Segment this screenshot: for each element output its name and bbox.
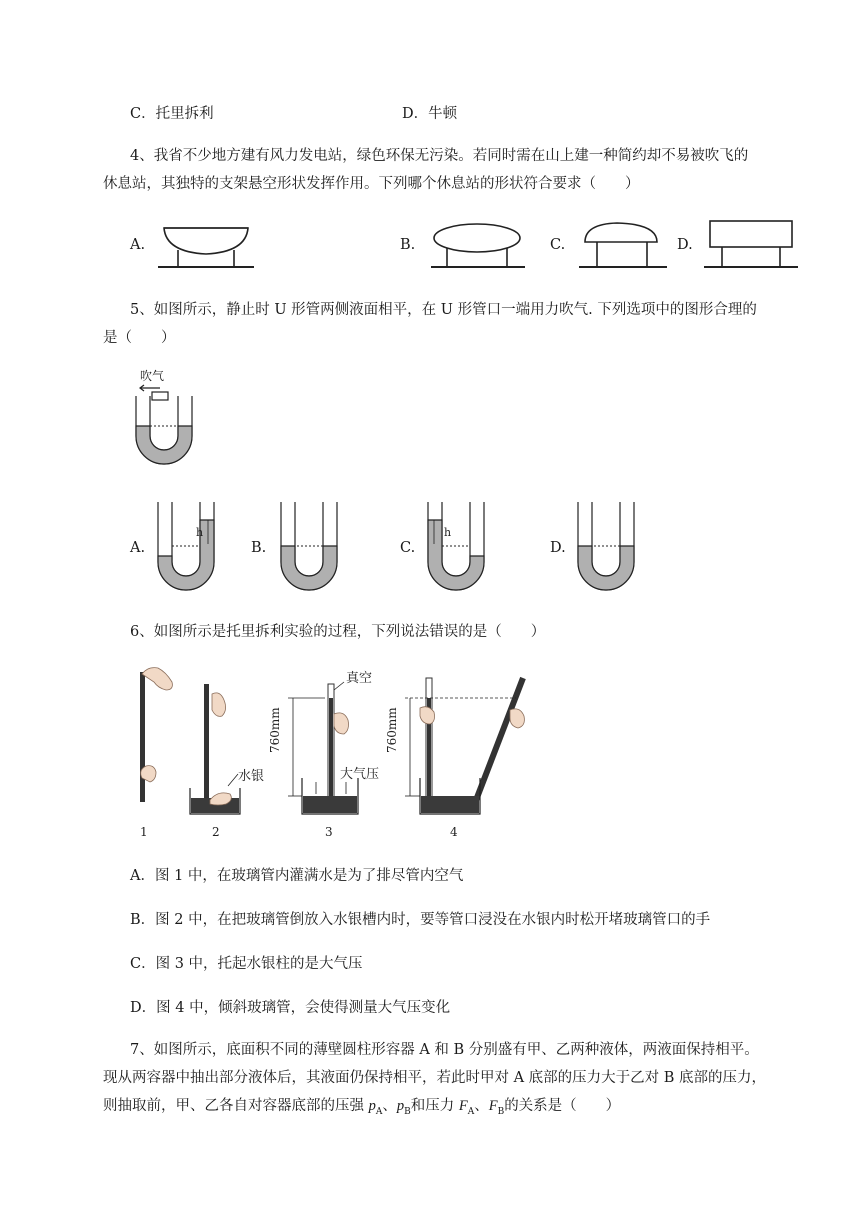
q5-option-b-u-tube — [273, 500, 348, 600]
q7-line3-part-b: 和压力 — [410, 1098, 459, 1114]
q7-p-b: p — [396, 1098, 405, 1114]
q6-option-c: C．图 3 中，托起水银柱的是大气压 — [130, 956, 363, 972]
q5-option-a-u-tube — [150, 500, 225, 600]
q6-fig-num-3: 3 — [325, 825, 333, 839]
q4-label-c: C. — [550, 237, 566, 253]
q5-label-c: C. — [400, 540, 416, 556]
q3-option-d: D．牛顿 — [402, 106, 458, 122]
q5-c-h: h — [444, 526, 452, 539]
q7-f-sub-a: A — [467, 1106, 475, 1117]
q6-label-760mm-a: 760mm — [268, 707, 282, 753]
q6-stem: 6、如图所示是托里拆利实验的过程，下列说法错误的是（ ） — [130, 624, 546, 640]
q5-label-b: B. — [251, 540, 267, 556]
q6-label-vacuum: 真空 — [346, 671, 373, 686]
q3-option-c: C．托里拆利 — [130, 106, 214, 122]
q4-figure-d — [700, 218, 805, 275]
q5-blow-label: 吹气 — [140, 369, 165, 383]
q7-line1: 7、如图所示，底面积不同的薄壁圆柱形容器 A 和 B 分别盛有甲、乙两种液体，两液面保持相平。 — [130, 1042, 759, 1058]
q7-sep2: 、 — [474, 1098, 489, 1114]
q5-label-d: D. — [550, 540, 566, 556]
q7-f-b: F — [488, 1098, 498, 1114]
q4-label-b: B. — [400, 237, 416, 253]
q6-fig-num-2: 2 — [212, 825, 220, 839]
q7-f-a: F — [458, 1098, 468, 1114]
q5-label-a: A. — [130, 540, 146, 556]
q4-figure-b — [425, 218, 535, 275]
q6-option-d: D．图 4 中，倾斜玻璃管，会使得测量大气压变化 — [130, 1000, 451, 1016]
q7-sep1: 、 — [382, 1098, 397, 1114]
q5-option-d-u-tube — [570, 500, 645, 600]
q6-fig-num-1: 1 — [140, 825, 148, 839]
q4-label-a: A. — [130, 237, 146, 253]
q4-figure-a — [150, 220, 260, 275]
q5-stem-line2: 是（ ） — [103, 330, 176, 346]
q4-figure-c — [575, 218, 675, 275]
q5-option-c-u-tube — [420, 500, 495, 600]
q5-a-h: h — [196, 526, 204, 539]
q7-p-sub-a: A — [375, 1106, 383, 1117]
q7-p-sub-b: B — [404, 1106, 411, 1117]
q7-f-sub-b: B — [497, 1106, 505, 1117]
q6-option-b: B．图 2 中，在把玻璃管倒放入水银槽内时，要等管口浸没在水银内时松开堵玻璃管口的手 — [130, 912, 711, 928]
q6-option-a: A．图 1 中，在玻璃管内灌满水是为了排尽管内空气 — [130, 868, 464, 884]
q6-torricelli-figure — [120, 660, 550, 845]
q6-fig-num-4: 4 — [450, 825, 458, 839]
q4-stem-line2: 休息站，其独特的支架悬空形状发挥作用。下列哪个休息站的形状符合要求（ ） — [103, 176, 640, 192]
q5-stem-line1: 5、如图所示，静止时 U 形管两侧液面相平，在 U 形管口一端用力吹气. 下列选项中的图形合理的 — [130, 302, 757, 318]
q6-label-mercury: 水银 — [238, 769, 265, 784]
q6-label-760mm-b: 760mm — [385, 707, 399, 753]
q4-stem-line1: 4、我省不少地方建有风力发电站，绿色环保无污染。若同时需在山上建一种简约却不易被吹飞的 — [130, 148, 749, 164]
q7-line3 — [103, 1096, 620, 1122]
q7-p-a: p — [368, 1098, 376, 1114]
q6-label-atm: 大气压 — [340, 767, 380, 782]
q5-main-u-tube — [130, 378, 200, 473]
q7-line3-part-a: 则抽取前，甲、乙各自对容器底部的压强 — [103, 1098, 369, 1114]
q7-line2: 现从两容器中抽出部分液体后，其液面仍保持相平，若此时甲对 A 底部的压力大于乙对 B 底部的压力， — [103, 1070, 767, 1086]
q4-label-d: D. — [677, 237, 693, 253]
q7-line3-part-c: 的关系是（ ） — [504, 1098, 621, 1114]
